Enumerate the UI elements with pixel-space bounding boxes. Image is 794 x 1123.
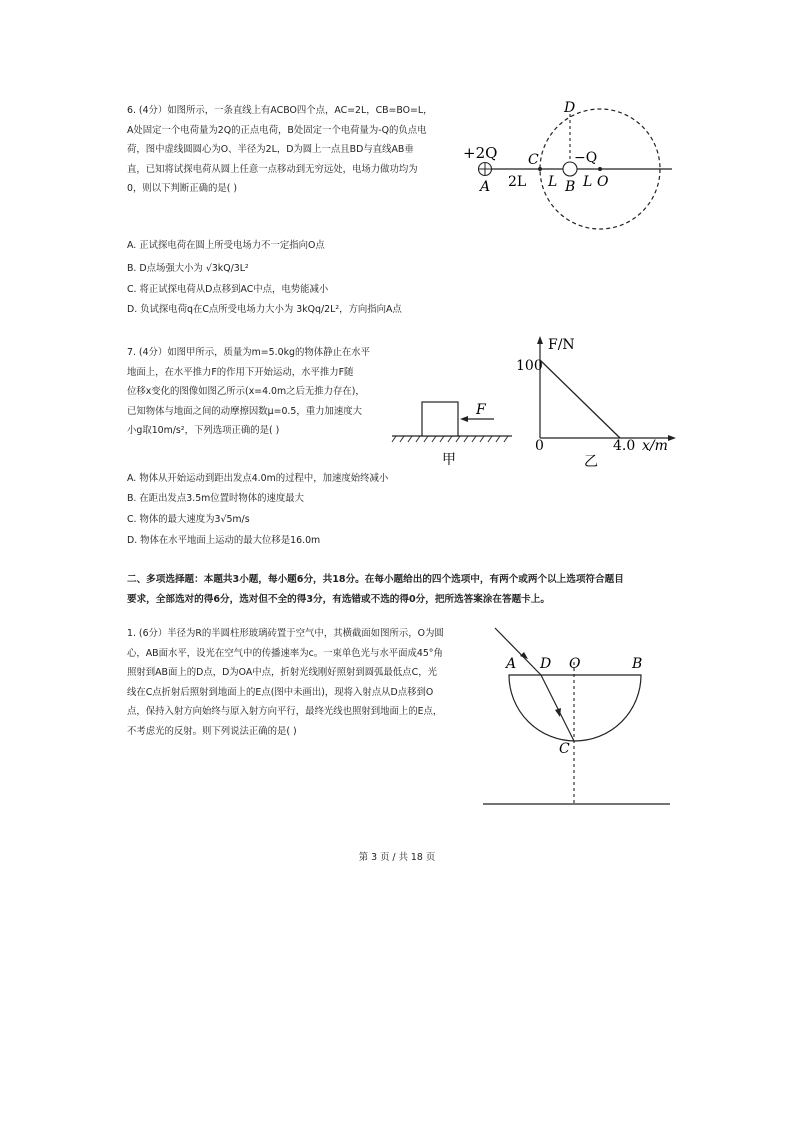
section2-line: 要求，全部选对的得6分，选对但不全的得3分，有选错或不选的得0分，把所选答案涂在答题卡上。 bbox=[127, 593, 550, 605]
q6-line: 荷，图中虚线圆圆心为O、半径为2L，D为圆上一点且BD与直线AB垂 bbox=[127, 144, 414, 155]
section2-heading bbox=[127, 570, 687, 609]
q7-xlabel: x/m bbox=[642, 438, 668, 454]
q6-option-d: D. 负试探电荷q在C点所受电场力大小为 3kQq/2L²，方向指向A点 bbox=[127, 304, 402, 315]
q7-option-a: A. 物体从开始运动到距出发点4.0m的过程中，加速度始终减小 bbox=[127, 473, 389, 484]
q7-force-line bbox=[540, 360, 620, 438]
q6-label-plus2q: +2Q bbox=[463, 144, 498, 162]
q7-force-label: F bbox=[476, 402, 486, 418]
q1-label-c: C bbox=[559, 741, 570, 757]
q7-y-tick: 100 bbox=[516, 358, 543, 374]
q6-figure bbox=[460, 96, 680, 236]
q6-line: A处固定一个电荷量为2Q的正点电荷，B处固定一个电荷量为-Q的负点电 bbox=[127, 124, 427, 136]
q7-line: 小g取10m/s²，下列选项正确的是( ) bbox=[127, 425, 280, 436]
page-footer: 第 3 页 / 共 18 页 bbox=[358, 852, 436, 863]
q1-line: 点，保持入射方向始终与原入射方向平行，最终光线也照射到地面上的E点， bbox=[127, 706, 443, 717]
q6-line: 直，已知将试探电荷从圆上任意一点移动到无穷远处，电场力做功均为 bbox=[127, 163, 418, 175]
q7-chart bbox=[510, 333, 680, 473]
q6-line: 0，则以下判断正确的是( ) bbox=[127, 183, 238, 194]
q6-label-l2: L bbox=[583, 174, 593, 190]
q1-line: 照射到AB面上的D点，D为OA中点，折射光线刚好照射到圆弧最低点C，光 bbox=[127, 667, 437, 678]
q6-label-minusq: −Q bbox=[574, 150, 598, 166]
q7-line: 已知物体与地面之间的动摩擦因数μ=0.5，重力加速度大 bbox=[127, 405, 362, 417]
q7-option-c: C. 物体的最大速度为3√5m/s bbox=[127, 514, 250, 525]
q7-option-b: B. 在距出发点3.5m位置时物体的速度最大 bbox=[127, 493, 305, 504]
q6-option-a: A. 正试探电荷在圆上所受电场力不一定指向O点 bbox=[127, 240, 325, 251]
q7-figure-a bbox=[390, 395, 515, 470]
q6-label-o: O bbox=[597, 174, 609, 190]
q6-label-d: D bbox=[564, 100, 576, 116]
q7-caption-left: 甲 bbox=[442, 452, 456, 468]
q7-ylabel: F/N bbox=[548, 337, 575, 353]
q1-label-d: D bbox=[540, 656, 552, 672]
q7-origin: 0 bbox=[535, 438, 544, 454]
q6-option-b: B. D点场强大小为 √3kQ/3L² bbox=[127, 263, 249, 274]
q1-figure bbox=[480, 622, 680, 812]
q6-option-c: C. 将正试探电荷从D点移到AC中点，电势能减小 bbox=[127, 284, 329, 295]
q1-line: 线在C点折射后照射到地面上的E点(图中未画出)，现将入射点从D点移到O bbox=[127, 686, 434, 698]
q7-caption-right: 乙 bbox=[584, 454, 598, 470]
q7-block bbox=[422, 402, 458, 436]
q1-label-o: O bbox=[569, 656, 581, 672]
q1-label-a: A bbox=[506, 656, 517, 672]
q7-x-tick: 4.0 bbox=[613, 438, 636, 454]
q6-label-b: B bbox=[565, 179, 576, 195]
q7-line: 位移x变化的图像如图乙所示(x=4.0m之后无推力存在)， bbox=[127, 386, 365, 397]
q1-incident-ray bbox=[495, 628, 541, 675]
q1-line: 不考虑光的反射。则下列说法正确的是( ) bbox=[127, 725, 297, 737]
q1-label-b: B bbox=[632, 656, 643, 672]
q6-line: 6. (4分）如图所示，一条直线上有ACBO四个点，AC=2L，CB=BO=L， bbox=[127, 105, 433, 116]
q1-line: 1. (6分）半径为R的半圆柱形玻璃砖置于空气中，其横截面如图所示，O为圆 bbox=[127, 628, 444, 639]
q7-line: 7. (4分）如图甲所示，质量为m=5.0kg的物体静止在水平 bbox=[127, 347, 370, 358]
q1-line: 心，AB面水平，设光在空气中的传播速率为c。一束单色光与水平面成45°角 bbox=[127, 647, 443, 659]
q6-label-c: C bbox=[528, 152, 539, 168]
q1-refracted-ray bbox=[541, 675, 574, 741]
section2-line: 二、多项选择题：本题共3小题，每小题6分，共18分。在每小题给出的四个选项中，有两个或两个以上选项符合题目 bbox=[127, 574, 624, 585]
q1-stem bbox=[127, 624, 497, 741]
q6-stem bbox=[127, 101, 472, 199]
q1-semicircle bbox=[509, 675, 641, 741]
q7-option-d: D. 物体在水平地面上运动的最大位移是16.0m bbox=[127, 535, 321, 546]
q6-label-a: A bbox=[480, 179, 491, 195]
q7-stem bbox=[127, 343, 397, 441]
q6-label-2l: 2L bbox=[508, 174, 527, 190]
q6-point-o bbox=[598, 167, 602, 171]
q6-label-l1: L bbox=[548, 174, 558, 190]
q7-line: 地面上，在水平推力F的作用下开始运动，水平推力F随 bbox=[127, 366, 354, 378]
